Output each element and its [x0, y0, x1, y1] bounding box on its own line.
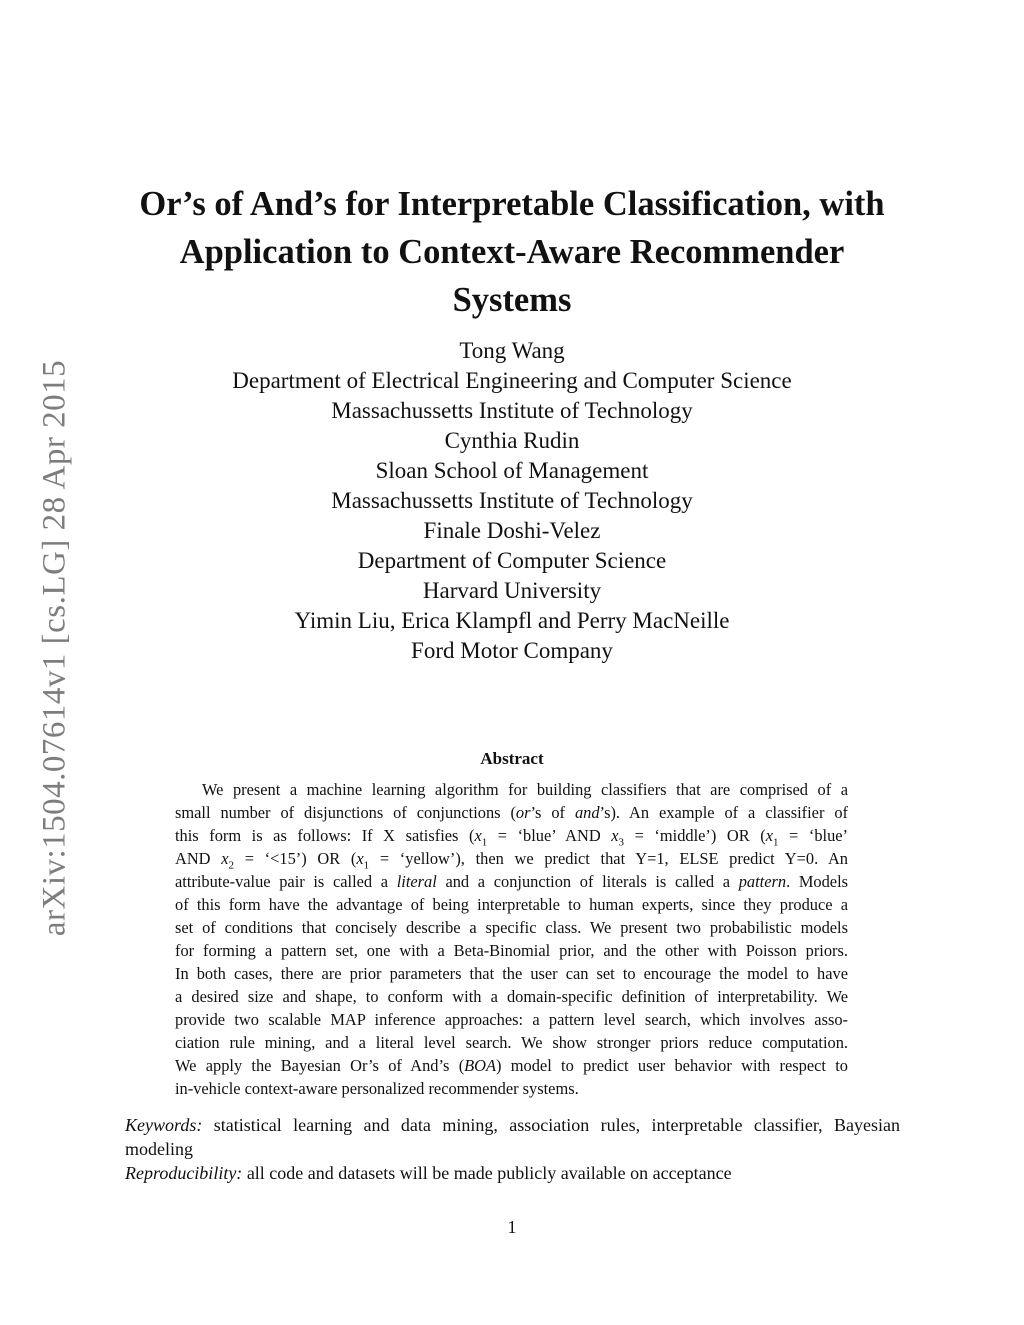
math-subscript: 1 — [772, 836, 779, 849]
keywords-text: statistical learning and data mining, association rules, interpretable classifier, Bayesian — [213, 1115, 901, 1135]
math-subscript: 1 — [363, 859, 370, 872]
abstract-line — [175, 824, 848, 847]
abstract-line — [175, 1031, 848, 1054]
abstract-line — [175, 962, 848, 985]
abstract-line — [175, 1054, 848, 1077]
italic-run: x — [356, 849, 364, 868]
author-name: Tong Wang — [459, 338, 565, 363]
text-run: = ‘<15’) OR ( — [234, 849, 357, 868]
reproducibility-line — [125, 1161, 900, 1185]
text-run: and a conjunction of literals is called a — [436, 872, 739, 891]
text-run: . Models — [786, 872, 848, 891]
text-run: provide two scalable MAP inference approaches: a pattern level search, which involves asso- — [175, 1010, 848, 1029]
italic-run: x — [611, 826, 619, 845]
text-run: set of conditions that concisely describe a specific class. We present two probabilistic models — [175, 918, 848, 937]
abstract-line — [175, 778, 848, 801]
text-run: We present a machine learning algorithm for building classifiers that are comprised of a — [202, 780, 848, 799]
text-run: In both cases, there are prior parameters that the user can set to encourage the model to have — [175, 964, 848, 983]
paper-title — [112, 180, 912, 324]
abstract-line — [175, 870, 848, 893]
text-run: small number of disjunctions of conjunctions ( — [175, 803, 516, 822]
italic-run: or — [515, 803, 531, 822]
abstract-line — [175, 1077, 848, 1100]
math-subscript: 2 — [228, 859, 235, 872]
keywords-line — [125, 1113, 900, 1137]
author-affiliation: Ford Motor Company — [411, 638, 613, 663]
abstract-line — [175, 1008, 848, 1031]
keywords-label: Keywords: — [125, 1115, 203, 1135]
italic-run: x — [474, 826, 482, 845]
italic-run: x — [765, 826, 773, 845]
text-run: attribute-value pair is called a — [175, 872, 397, 891]
author-name: Cynthia Rudin — [444, 428, 580, 453]
text-run: ’s). An example of a classifier of — [599, 803, 849, 822]
page-number: 1 — [507, 1217, 517, 1237]
math-subscript: 1 — [481, 836, 488, 849]
text-run: of this form have the advantage of being interpretable to human experts, since they produce a — [175, 895, 848, 914]
arxiv-identifier-stamp: arXiv:1504.07614v1 [cs.LG] 28 Apr 2015 — [36, 359, 73, 937]
abstract-line — [175, 985, 848, 1008]
abstract-line — [175, 847, 848, 870]
reproducibility-label: Reproducibility: — [125, 1163, 243, 1183]
author-block — [112, 336, 912, 666]
author-affiliation: Sloan School of Management — [375, 458, 649, 483]
math-subscript: 3 — [618, 836, 625, 849]
author-affiliation: Harvard University — [422, 578, 602, 603]
author-affiliation: Massachussetts Institute of Technology — [331, 398, 693, 423]
abstract-line — [175, 939, 848, 962]
text-run: ciation rule mining, and a literal level search. We show stronger priors reduce computation. — [175, 1033, 848, 1052]
author-affiliation: Massachussetts Institute of Technology — [331, 488, 693, 513]
text-run: = ‘blue’ — [778, 826, 849, 845]
italic-run: and — [574, 803, 600, 822]
title-line: Or’s of And’s for Interpretable Classification, with — [139, 185, 885, 223]
abstract-line — [175, 916, 848, 939]
author-affiliation: Department of Computer Science — [357, 548, 667, 573]
text-run: a desired size and shape, to conform with a domain-specific definition of interpretability. We — [175, 987, 848, 1006]
abstract-body — [175, 778, 848, 1100]
text-run: for forming a pattern set, one with a Beta-Binomial prior, and the other with Poisson priors. — [175, 941, 848, 960]
text-run: in-vehicle context-aware personalized recommender systems. — [175, 1079, 579, 1098]
author-name: Yimin Liu, Erica Klampfl and Perry MacNeille — [294, 608, 730, 633]
text-run: this form is as follows: If X satisfies ( — [175, 826, 475, 845]
keywords-block — [125, 1113, 900, 1185]
text-run: = ‘yellow’), then we predict that Y=1, ELSE predict Y=0. An — [369, 849, 849, 868]
italic-run: x — [221, 849, 229, 868]
keywords-continuation: modeling — [125, 1139, 193, 1159]
abstract-line — [175, 801, 848, 824]
text-run: ) model to predict user behavior with respect to — [496, 1056, 848, 1075]
italic-run: literal — [396, 872, 437, 891]
italic-run: pattern — [738, 872, 787, 891]
author-name: Finale Doshi-Velez — [423, 518, 601, 543]
title-line: Application to Context-Aware Recommender — [179, 233, 845, 271]
text-run: = ‘blue’ AND — [487, 826, 612, 845]
text-run: AND — [175, 849, 222, 868]
abstract-line — [175, 893, 848, 916]
abstract-heading: Abstract — [480, 749, 544, 768]
title-line: Systems — [452, 281, 572, 319]
text-run: We apply the Bayesian Or’s of And’s ( — [175, 1056, 465, 1075]
reproducibility-text: all code and datasets will be made publicly available on acceptance — [246, 1163, 732, 1183]
text-run: ’s of — [530, 803, 575, 822]
text-run: = ‘middle’) OR ( — [624, 826, 766, 845]
italic-run: BOA — [464, 1056, 497, 1075]
author-affiliation: Department of Electrical Engineering and Computer Science — [232, 368, 792, 393]
